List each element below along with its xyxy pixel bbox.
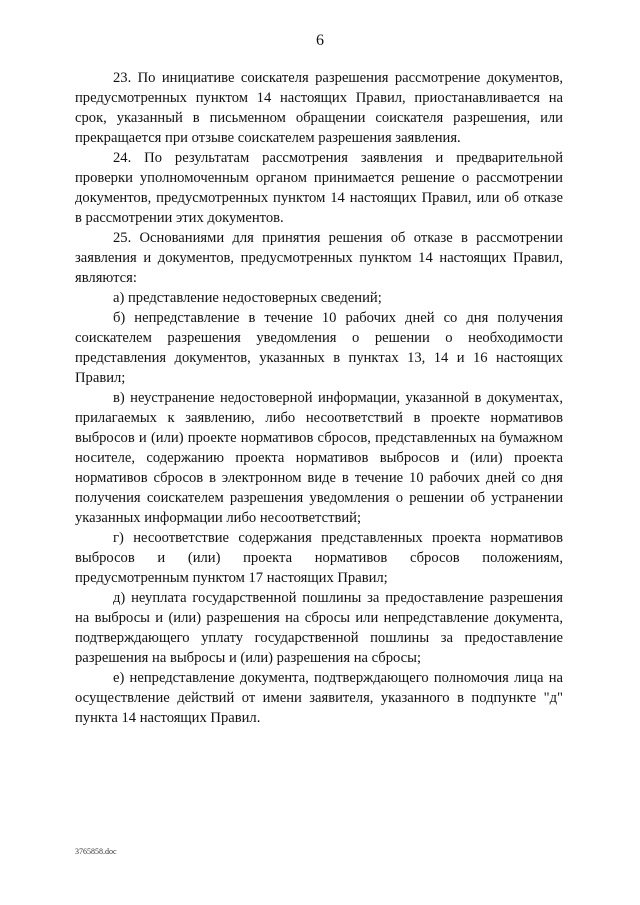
list-item-b: б) непредставление в течение 10 рабочих дней со дня получения соискателем разрешения уведомления о решении о необходимости представления документов, указанных в пунктах 13, 14 и 16 настоящих Правил; <box>75 310 563 386</box>
list-item-g: г) несоответствие содержания представленных проекта нормативов выбросов и (или) проекта нормативов сбросов положениям, предусмотренным пунктом 17 настоящих Правил; <box>75 530 563 586</box>
paragraph-23: 23. По инициативе соискателя разрешения рассмотрение документов, предусмотренных пунктом 14 настоящих Правил, приостанавливается на срок, указанный в письменном обращении соискателя разрешения, или прекращается при отзыве соискателем разрешения заявления. <box>75 70 563 146</box>
list-item-v: в) неустранение недостоверной информации, указанной в документах, прилагаемых к заявлению, либо несоответствий в проекте нормативов выбросов и (или) проекте нормативов сбросов, представленных на бумажном носителе, содержанию проекта нормативов выбросов и (или) проекта нормативов сбросов в электронном виде в течение 10 рабочих дней со дня получения соискателем разрешения уведомления о решении об устранении указанных информации либо несоответствий; <box>75 390 563 526</box>
page-number: 6 <box>316 32 324 49</box>
list-item-e: е) непредставление документа, подтверждающего полномочия лица на осуществление действий от имени заявителя, указанного в подпункте "д" пункта 14 настоящих Правил. <box>75 670 563 726</box>
list-item-a: а) представление недостоверных сведений; <box>113 290 382 306</box>
file-reference: 3765858.doc <box>75 847 117 856</box>
document-body <box>75 68 563 728</box>
list-item-d: д) неуплата государственной пошлины за предоставление разрешения на выбросы и (или) разрешения на сбросы или непредставление документа, подтверждающего уплату государственной пошлины за предоставление разрешения на выбросы и (или) разрешения на сбросы; <box>75 590 563 666</box>
paragraph-24: 24. По результатам рассмотрения заявления и предварительной проверки уполномоченным органом принимается решение о рассмотрении документов, предусмотренных пунктом 14 настоящих Правил, или об отказе в рассмотрении этих документов. <box>75 150 563 226</box>
paragraph-25: 25. Основаниями для принятия решения об отказе в рассмотрении заявления и документов, предусмотренных пунктом 14 настоящих Правил, являются: <box>75 230 563 286</box>
